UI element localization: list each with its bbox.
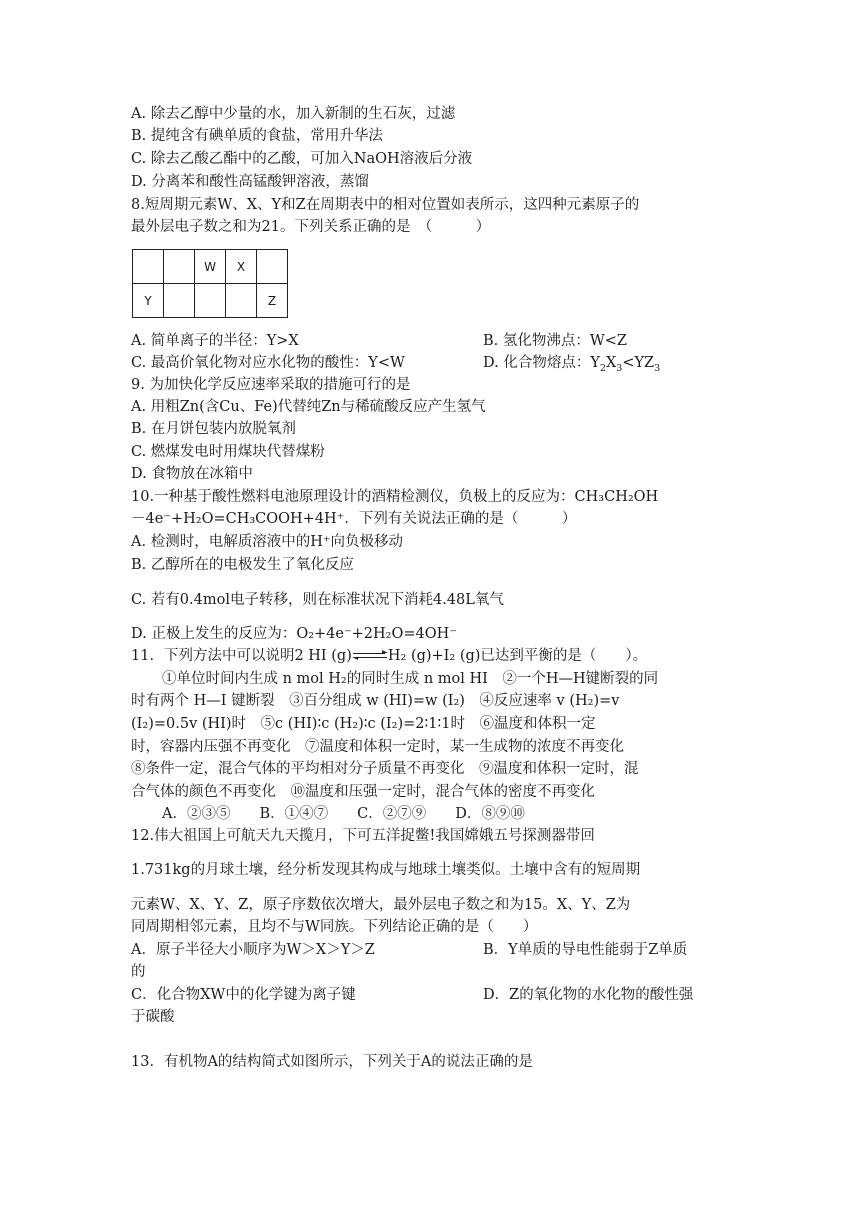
q10-option-c: C. 若有0.4mol电子转移，则在标准状况下消耗4.48L氧气 <box>131 592 504 608</box>
cell-x: X <box>226 250 257 284</box>
q12-stem-line2: 1.731kg的月球土壤，经分析发现其构成与地球土壤类似。土壤中含有的短周期 <box>131 862 641 878</box>
q12-stem-line3: 元素W、X、Y、Z，原子序数依次增大，最外层电子数之和为15。X、Y、Z为 <box>131 897 631 913</box>
q8-option-d: D. 化合物熔点：$Y_2X_3<YZ_3$ <box>483 355 661 374</box>
q12-stem-line1: 12.伟大祖国上可航天九天揽月，下可五洋捉鳖!我国嫦娥五号探测器带回 <box>131 828 595 844</box>
q9-stem: 9. 为加快化学反应速率采取的措施可行的是 <box>131 377 411 393</box>
q9-option-a: A. 用粗Zn(含Cu、Fe)代替纯Zn与稀硫酸反应产生氢气 <box>131 399 486 415</box>
cell-w: W <box>195 250 226 284</box>
cell-r1c5 <box>257 250 288 284</box>
q8-stem-line2: 最外层电子数之和为21。下列关系正确的是 （ ） <box>131 219 491 235</box>
q7-option-b: B. 提纯含有碘单质的食盐，常用升华法 <box>131 128 383 144</box>
q10-option-d: D. 正极上发生的反应为：O₂+4e⁻+2H₂O=4OH⁻ <box>131 626 457 642</box>
q8-option-a: A. 简单离子的半径：Y>X <box>131 333 299 349</box>
q13-stem: 13．有机物A的结构简式如图所示，下列关于A的说法正确的是 <box>131 1054 533 1070</box>
q10-option-b: B. 乙醇所在的电极发生了氧化反应 <box>131 557 354 573</box>
cell-r2c4 <box>226 284 257 318</box>
q12-option-d: D．Z的氧化物的水化物的酸性强 <box>483 987 694 1003</box>
q11-statement-line4: 时，容器内压强不再变化 ⑦温度和体积一定时，某一生成物的浓度不再变化 <box>131 739 624 755</box>
q9-option-b: B. 在月饼包装内放脱氧剂 <box>131 421 296 437</box>
q11-stem-line1: 11．下列方法中可以说明2 HI (g) H₂ (g)+I₂ (g)已达到平衡的是（ ）。 <box>131 648 648 664</box>
cell-r1c2 <box>164 250 195 284</box>
cell-r1c1 <box>133 250 164 284</box>
q12-option-d-wrap: 于碳酸 <box>131 1009 175 1025</box>
q11-statement-line1: ①单位时间内生成 n mol H₂的同时生成 n mol HI ②一个H—H键断裂的同 <box>162 671 659 687</box>
q11-statement-line6: 合气体的颜色不再变化 ⑩温度和压强一定时，混合气体的密度不再变化 <box>131 784 595 800</box>
q10-stem-line1: 10.一种基于酸性燃料电池原理设计的酒精检测仪，负极上的反应为：CH₃CH₂OH <box>131 489 659 505</box>
q9-option-d: D. 食物放在冰箱中 <box>131 466 253 482</box>
q10-option-a: A. 检测时，电解质溶液中的H⁺向负极移动 <box>131 534 403 550</box>
q12-option-a: A．原子半径大小顺序为W＞X＞Y＞Z <box>131 942 375 958</box>
q7-option-c: C. 除去乙酸乙酯中的乙酸，可加入NaOH溶液后分液 <box>131 151 473 167</box>
periodic-table-fragment <box>132 249 288 318</box>
q8-option-c: C. 最高价氧化物对应水化物的酸性：Y<W <box>131 355 405 371</box>
q11-options: A．②③⑤ B．①④⑦ C．②⑦⑨ D．⑧⑨⑩ <box>162 806 525 822</box>
q8-option-b: B. 氢化物沸点：W<Z <box>483 333 628 349</box>
q8-stem-line1: 8.短周期元素W、X、Y和Z在周期表中的相对位置如表所示，这四种元素原子的 <box>131 197 640 213</box>
q7-option-d: D. 分离苯和酸性高锰酸钾溶液，蒸馏 <box>131 174 369 190</box>
q11-statement-line2: 时有两个 H—I 键断裂 ③百分组成 w (HI)=w (I₂) ④反应速率 v (H₂)=v <box>131 693 620 709</box>
cell-r2c3 <box>195 284 226 318</box>
q12-option-c: C．化合物XW中的化学键为离子键 <box>131 987 356 1003</box>
q12-option-b: B．Y单质的导电性能弱于Z单质 <box>483 942 688 958</box>
q11-statement-line3: (I₂)=0.5v (HI)时 ⑤c (HI)∶c (H₂)∶c (I₂)=2∶1∶1时 ⑥温度和体积一定 <box>131 716 596 732</box>
q10-stem-line2: －4e⁻+H₂O=CH₃COOH+4H⁺．下列有关说法正确的是（ ） <box>131 511 577 527</box>
cell-r2c2 <box>164 284 195 318</box>
q11-statement-line5: ⑧条件一定，混合气体的平均相对分子质量不再变化 ⑨温度和体积一定时，混 <box>131 761 639 777</box>
cell-y: Y <box>133 284 164 318</box>
q9-option-c: C. 燃煤发电时用煤块代替煤粉 <box>131 444 325 460</box>
q7-option-a: A. 除去乙醇中少量的水，加入新制的生石灰，过滤 <box>131 106 456 122</box>
equilibrium-arrow-icon <box>352 650 388 662</box>
q12-option-b-wrap: 的 <box>131 964 146 980</box>
cell-z: Z <box>257 284 288 318</box>
q12-stem-line4: 同周期相邻元素，且均不与W同族。下列结论正确的是（ ） <box>131 919 538 935</box>
